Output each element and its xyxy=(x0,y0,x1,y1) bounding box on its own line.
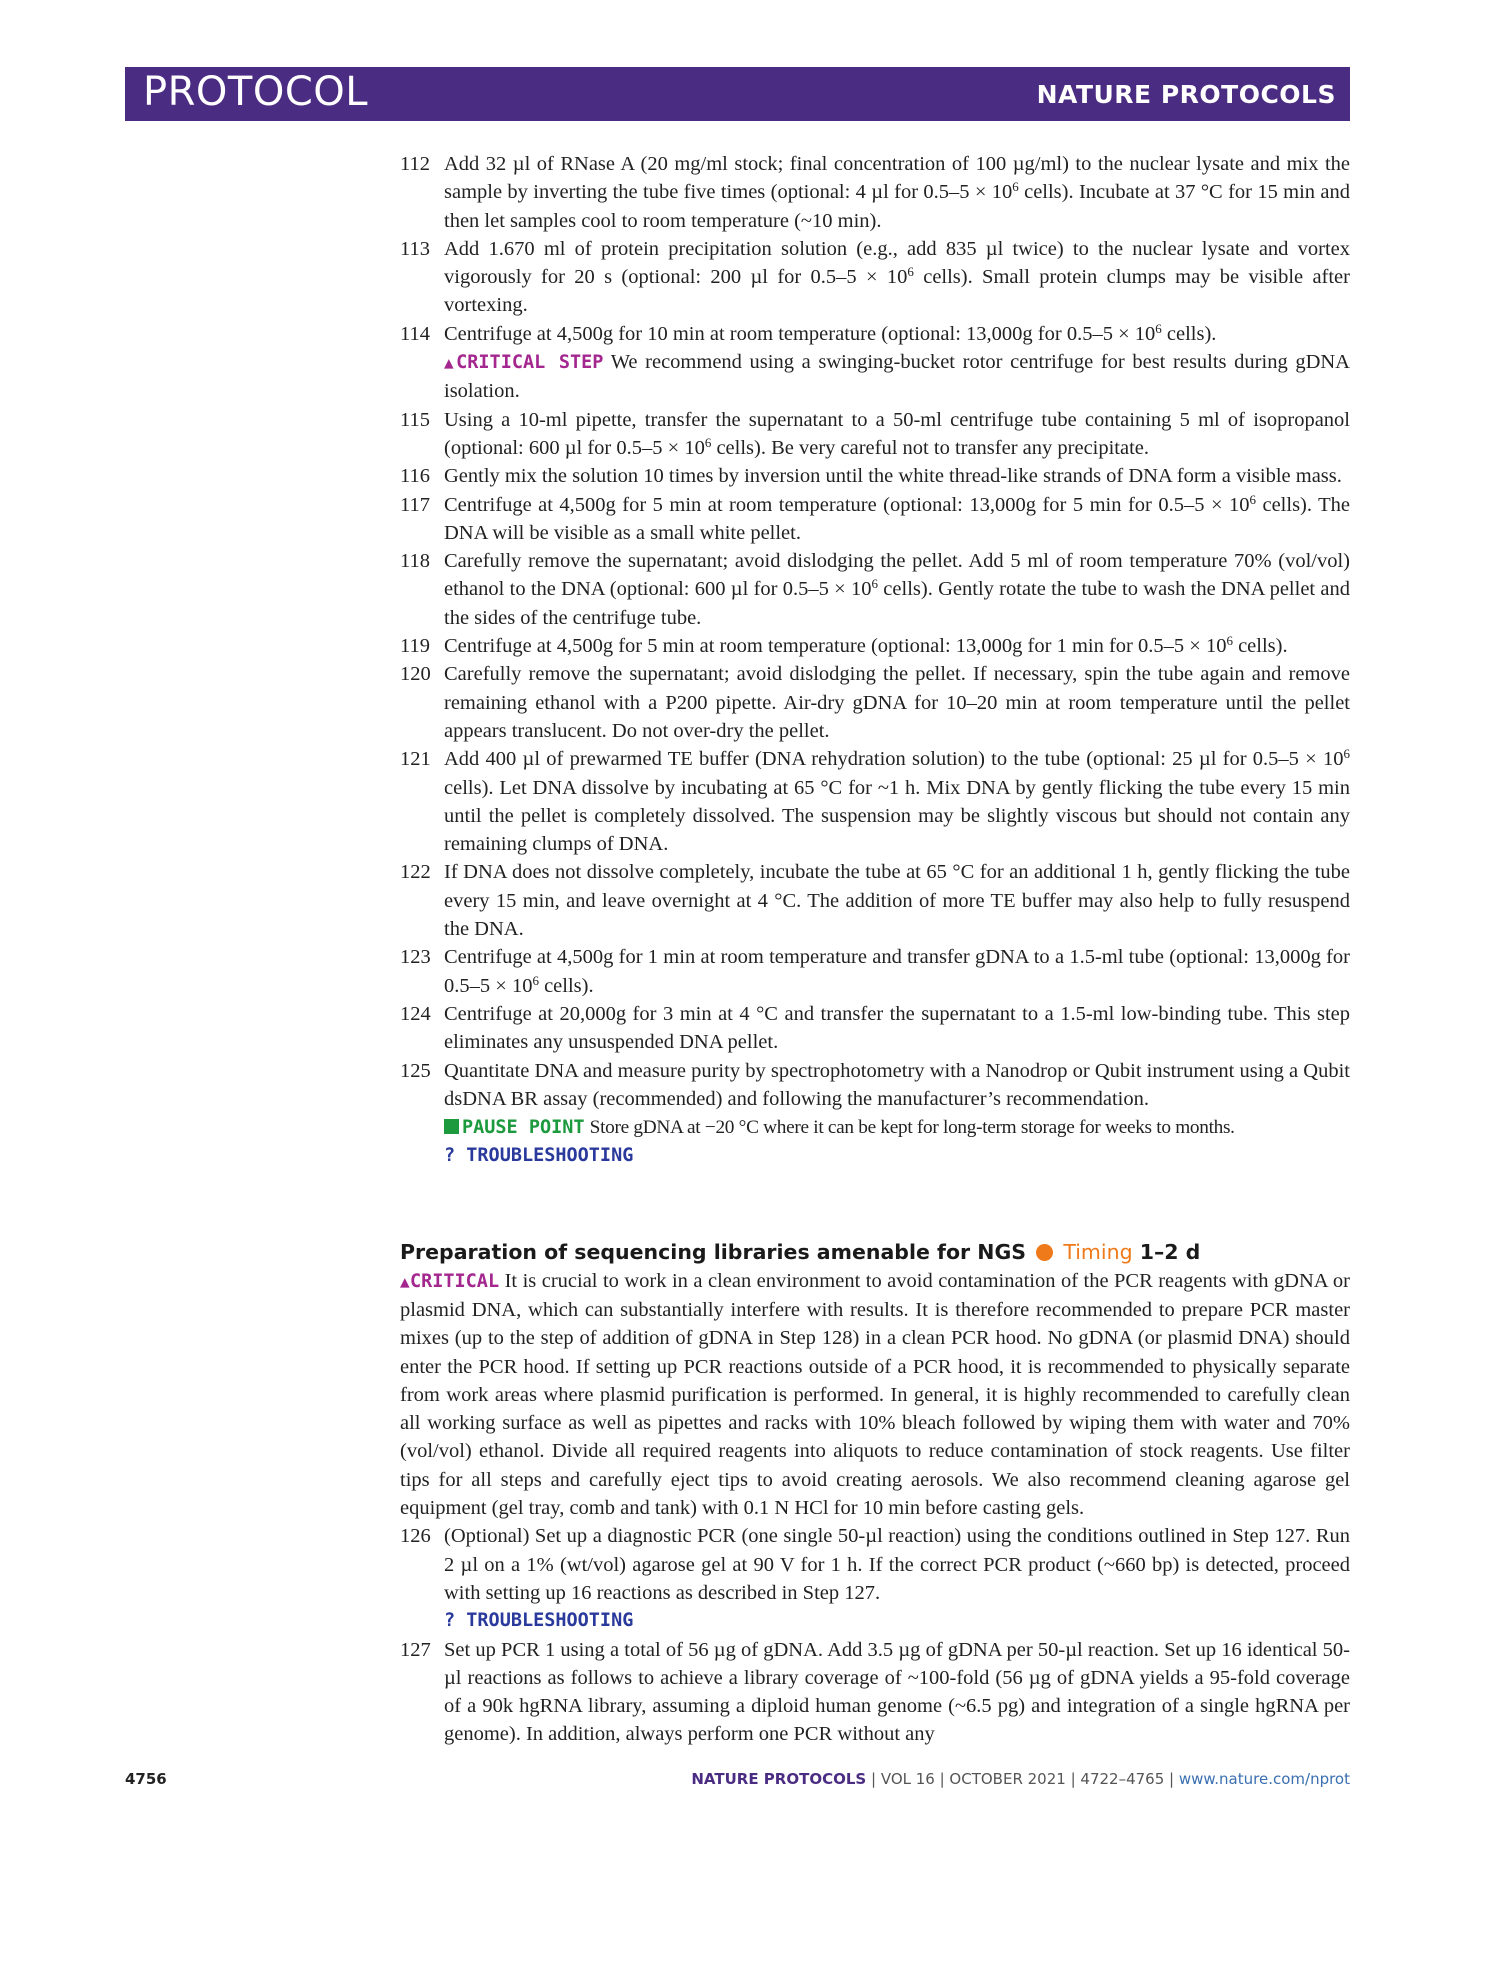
step-number: 120 xyxy=(400,663,431,686)
step-119 xyxy=(400,632,1350,660)
step-number: 112 xyxy=(400,153,430,175)
section-title: Preparation of sequencing libraries amenable for NGS xyxy=(400,1239,1027,1264)
step-text: Gently mix the solution 10 times by inversion until the white thread-like strands of DNA form a visible mass. xyxy=(444,465,1342,488)
page-footer xyxy=(125,1770,1350,1794)
step-number: 126 xyxy=(400,1525,431,1548)
critical-label: ▲CRITICAL xyxy=(400,1270,500,1292)
journal-name: NATURE PROTOCOLS xyxy=(1036,80,1336,109)
step-118 xyxy=(400,547,1350,632)
step-number: 114 xyxy=(400,322,430,345)
main-content xyxy=(400,150,1350,1749)
troubleshooting-link[interactable]: ? TROUBLESHOOTING xyxy=(444,1610,634,1632)
critical-step-label: ▲CRITICAL STEP xyxy=(444,352,604,374)
step-number: 113 xyxy=(400,237,430,260)
footer-journal: NATURE PROTOCOLS xyxy=(691,1770,867,1788)
step-text: Using a 10-ml pipette, transfer the supernatant to a 50-ml centrifuge tube containing 5 ml of isopropanol (optional: 600 µl for $0.5-5 \times 10^6$ cells). Be very careful not to transfer any precipitate. xyxy=(444,408,1350,459)
step-text: Carefully remove the supernatant; avoid dislodging the pellet. Add 5 ml of room temperature 70% (vol/vol) ethanol to the DNA (optional: 600 µl for $0.5-5 \times 10^6$ cells). Gently rotate the tube to wash the DNA pellet and the sides of the centrifuge tube. xyxy=(444,550,1350,629)
step-112 xyxy=(400,150,1350,235)
pause-point-label: PAUSE POINT xyxy=(444,1117,585,1138)
step-text: Centrifuge at 4,500g for 5 min at room temperature (optional: 13,000g for 5 min for $0.5-5 \times 10^6$ cells). The DNA will be visible as a small white pellet. xyxy=(444,491,1350,544)
footer-citation: | VOL 16 | OCTOBER 2021 | 4722–4765 | xyxy=(871,1770,1175,1788)
step-number: 124 xyxy=(400,1002,431,1025)
step-number: 121 xyxy=(400,748,431,771)
steps-block-a xyxy=(400,150,1350,320)
critical-step-text: We recommend using a swinging-bucket rotor centrifuge for best results during gDNA isolation. xyxy=(444,351,1350,403)
step-text: Centrifuge at 4,500g for 1 min at room temperature and transfer gDNA to a 1.5-ml tube (optional: 13,000g for $0.5-5 \times 10^6$ cells). xyxy=(444,946,1350,997)
step-number: 125 xyxy=(400,1059,431,1082)
step-123 xyxy=(400,943,1350,1000)
step-text: Carefully remove the supernatant; avoid dislodging the pellet. If necessary, spin the tube again and remove remaining ethanol with a P200 pipette. Air-dry gDNA for 10–20 min at room temperature until the pellet appears translucent. Do not over-dry the pellet. xyxy=(444,663,1350,742)
step-number: 123 xyxy=(400,946,431,969)
step-number: 122 xyxy=(400,861,431,884)
step-text: Centrifuge at 20,000g for 3 min at 4 °C and transfer the supernatant to a 1.5-ml low-binding tube. This step eliminates any unsuspended DNA pellet. xyxy=(444,1002,1350,1054)
step-text: Centrifuge at 4,500g for 5 min at room temperature (optional: 13,000g for 1 min for $0.5-5 \times 10^6$ cells). xyxy=(444,633,1288,658)
step-text: If DNA does not dissolve completely, incubate the tube at 65 °C for an additional 1 h, gently flicking the tube every 15 min, and leave overnight at 4 °C. The addition of more TE buffer may also help to fully resuspend the DNA. xyxy=(444,861,1350,941)
step-text: (Optional) Set up a diagnostic PCR (one single 50-µl reaction) using the conditions outlined in Step 127. Run 2 µl on a 1% (wt/vol) agarose gel at 90 V for 1 h. If the correct PCR product (~660 bp) is detected, proceed with setting up 16 reactions as described in Step 127. xyxy=(444,1525,1350,1604)
step-text: Add 32 µl of RNase A (20 mg/ml stock; final concentration of 100 µg/ml) to the nuclear lysate and mix the sample by inverting the tube five times (optional: 4 µl for $0.5-5 \times 10^6$ cells). Incubate at 37 °C for 15 min and then let samples cool to room temperature (~10 min). xyxy=(444,153,1350,232)
warning-triangle-icon: ▲ xyxy=(444,353,457,373)
pause-point-note xyxy=(444,1113,1350,1142)
step-116 xyxy=(400,462,1350,490)
timing-value: 1–2 d xyxy=(1139,1239,1201,1264)
citation xyxy=(691,1770,1350,1788)
journal-url-link[interactable]: www.nature.com/nprot xyxy=(1178,1770,1350,1788)
step-text: Add 1.670 ml of protein precipitation solution (e.g., add 835 µl twice) to the nuclear lysate and vortex vigorously for 20 s (optional: 200 µl for $0.5-5 \times 10^6$ cells). Small protein clumps may be visible after vortexing. xyxy=(444,237,1350,317)
section-heading xyxy=(400,1237,1350,1267)
step-text: Add 400 µl of prewarmed TE buffer (DNA rehydration solution) to the tube (optional: 25 µl for $0.5-5 \times 10^6$ cells). Let DNA dissolve by incubating at 65 °C for ~1 h. Mix DNA by gently flicking the tube every 15 min until the pellet is completely dissolved. The suspension may be slightly viscous but should not contain any remaining clumps of DNA. xyxy=(444,746,1350,856)
step-number: 115 xyxy=(400,408,430,431)
step-number: 119 xyxy=(400,635,430,658)
timing-dot-icon xyxy=(1036,1244,1053,1261)
warning-triangle-icon: ▲ xyxy=(400,1271,410,1291)
step-text: Quantitate DNA and measure purity by spectrophotometry with a Nanodrop or Qubit instrument using a Qubit dsDNA BR assay (recommended) and following the manufacturer’s recommendation. xyxy=(444,1059,1350,1110)
step-121 xyxy=(400,745,1350,858)
step-text: Set up PCR 1 using a total of 56 µg of gDNA. Add 3.5 µg of gDNA per 50-µl reaction. Set up 16 identical 50-µl reactions as follows to achieve a library coverage of ~100-fold (56 µg of gDNA yields a 95-fold coverage of a 90k hgRNA library, assuming a diploid human genome (~6.5 pg) and integration of a single hgRNA per genome). In addition, always perform one PCR without any xyxy=(444,1638,1350,1746)
step-text: Centrifuge at 4,500g for 10 min at room temperature (optional: 13,000g for $0.5-5 \times 10^6$ cells). xyxy=(444,320,1217,345)
step-122 xyxy=(400,858,1350,943)
critical-paragraph xyxy=(400,1267,1350,1523)
step-114 xyxy=(400,320,1350,406)
section-label: PROTOCOL xyxy=(143,69,369,115)
step-124 xyxy=(400,1000,1350,1057)
step-113 xyxy=(400,235,1350,320)
step-127 xyxy=(400,1636,1350,1749)
step-number: 116 xyxy=(400,465,430,488)
troubleshooting-link[interactable]: ? TROUBLESHOOTING xyxy=(444,1145,634,1167)
step-125 xyxy=(400,1057,1350,1171)
step-number: 118 xyxy=(400,550,430,573)
section-spacer xyxy=(400,1171,1350,1229)
step-126 xyxy=(400,1522,1350,1635)
page-number: 4756 xyxy=(125,1770,167,1788)
pause-point-text: Store gDNA at −20 °C where it can be kept for long-term storage for weeks to months. xyxy=(589,1117,1235,1139)
step-number: 117 xyxy=(400,493,430,516)
timing-label: Timing xyxy=(1063,1239,1133,1264)
step-115 xyxy=(400,406,1350,463)
critical-text: It is crucial to work in a clean environment to avoid contamination of the PCR reagents with gDNA or plasmid DNA, which can substantially interfere with results. It is therefore recommended to prepare PCR master mixes (up to the step of addition of gDNA in Step 128) in a clean PCR hood. No gDNA (or plasmid DNA) should enter the PCR hood. If setting up PCR reactions outside of a PCR hood, it is recommended to physically separate from work areas where plasmid purification is performed. In general, it is highly recommended to carefully clean all working surface as well as pipettes and racks with 10% bleach followed by wiping them with water and 70% (vol/vol) ethanol. Divide all required reagents into aliquots to reduce contamination of stock reagents. Use filter tips for all steps and carefully eject tips to avoid creating aerosols. We also recommend cleaning agarose gel equipment (gel tray, comb and tank) with 0.1 N HCl for 10 min before casting gels. xyxy=(400,1269,1351,1520)
header-banner xyxy=(125,67,1350,121)
pause-square-icon xyxy=(444,1119,459,1134)
step-117 xyxy=(400,491,1350,548)
step-number: 127 xyxy=(400,1638,431,1661)
step-120 xyxy=(400,660,1350,745)
critical-step-note xyxy=(444,348,1350,406)
steps-block-b xyxy=(400,406,1350,1057)
